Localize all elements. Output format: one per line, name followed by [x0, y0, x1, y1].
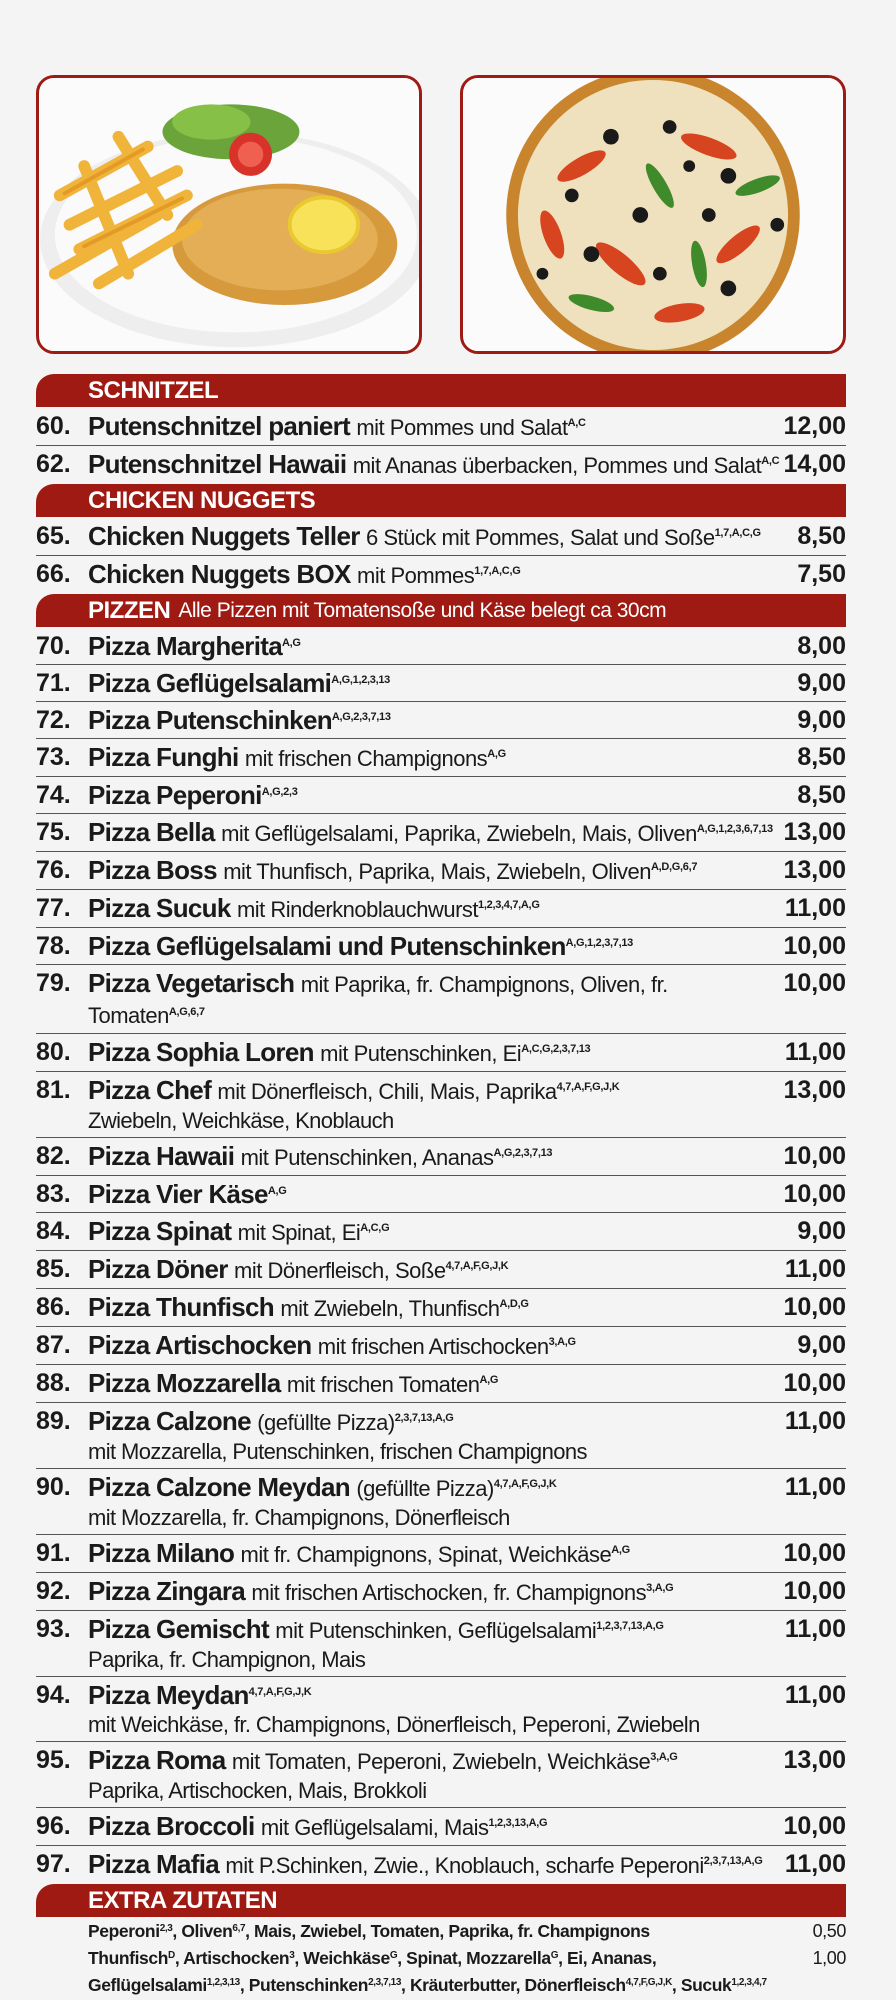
- item-price: 13,00: [783, 1076, 846, 1104]
- category-header: [36, 1884, 846, 1917]
- item-name: Pizza Geflügelsalami und Putenschinken: [88, 931, 566, 961]
- item-description: mit Putenschinken, Ananas: [240, 1145, 494, 1170]
- allergen-codes: G: [389, 1950, 398, 1961]
- item-description-line2: mit Mozzarella, Putenschinken, frischen Champignons: [88, 1439, 587, 1464]
- item-number: 73.: [36, 743, 71, 771]
- extras-text: [88, 1918, 650, 1945]
- allergen-codes: 1,7,A,C,G: [474, 565, 521, 577]
- extra-ingredient: Peperoni: [88, 1921, 160, 1941]
- allergen-codes: 1,2,3,13,A,G: [488, 1817, 548, 1829]
- menu-item: [36, 628, 846, 665]
- item-body: [88, 1037, 781, 1069]
- item-description: mit Geflügelsalami, Mais: [260, 1815, 489, 1840]
- item-body: [88, 411, 779, 443]
- category-title: EXTRA ZUTATEN: [88, 1886, 278, 1914]
- item-body: [88, 1075, 779, 1135]
- category-note: Alle Pizzen mit Tomatensoße und Käse belegt ca 30cm: [178, 598, 667, 622]
- item-number: 93.: [36, 1615, 71, 1643]
- extras-text: [88, 1945, 656, 1972]
- item-description: mit Ananas überbacken, Pommes und Salat: [352, 453, 762, 478]
- item-description: mit Dönerfleisch, Chili, Mais, Paprika: [217, 1079, 557, 1104]
- allergen-codes: A,G: [267, 1185, 287, 1197]
- item-number: 66.: [36, 560, 71, 588]
- allergen-codes: 6,7: [232, 1923, 246, 1934]
- item-description-line2: Paprika, Artischocken, Mais, Brokkoli: [88, 1778, 427, 1803]
- item-description: mit Zwiebeln, Thunfisch: [280, 1296, 500, 1321]
- menu-item: [36, 1072, 846, 1138]
- item-price: 10,00: [783, 1812, 846, 1840]
- item-price: 8,50: [797, 781, 846, 809]
- menu-item: [36, 890, 846, 928]
- allergen-codes: A,G,2,3,7,13: [331, 711, 391, 723]
- extras-text: [88, 1972, 767, 1999]
- item-price: 8,50: [797, 522, 846, 550]
- item-price: 10,00: [783, 1369, 846, 1397]
- item-name: Pizza Margherita: [88, 631, 282, 661]
- item-price: 10,00: [783, 1293, 846, 1321]
- item-description: mit Putenschinken, Ei: [320, 1041, 522, 1066]
- item-body: [88, 1576, 779, 1608]
- allergen-codes: 2,3: [159, 1923, 173, 1934]
- item-description: mit Geflügelsalami, Paprika, Zwiebeln, Mais, Oliven: [221, 821, 697, 846]
- item-body: [88, 1406, 781, 1466]
- item-name: Pizza Putenschinken: [88, 705, 332, 735]
- menu-item: [36, 1034, 846, 1072]
- schnitzel-photo: [36, 75, 422, 354]
- item-body: [88, 742, 793, 774]
- allergen-codes: 4,7,A,F,G,J,K: [493, 1478, 557, 1490]
- item-price: 9,00: [797, 1217, 846, 1245]
- item-description: mit Rinderknoblauchwurst: [236, 897, 479, 922]
- item-description: mit frischen Champignons: [244, 746, 488, 771]
- item-name: Pizza Geflügelsalami: [88, 668, 332, 698]
- item-number: 71.: [36, 669, 71, 697]
- item-price: 10,00: [783, 1142, 846, 1170]
- item-number: 90.: [36, 1473, 71, 1501]
- item-number: 86.: [36, 1293, 71, 1321]
- item-price: 9,00: [797, 1331, 846, 1359]
- item-body: [88, 1849, 781, 1881]
- schnitzel-fries-image: [39, 78, 419, 351]
- item-name: Putenschnitzel Hawaii: [88, 449, 347, 479]
- allergen-codes: 3,A,G: [646, 1582, 674, 1594]
- menu-item: [36, 665, 846, 702]
- allergen-codes: A,G,1,2,3,13: [331, 674, 390, 686]
- item-price: 13,00: [783, 1746, 846, 1774]
- allergen-codes: 4,7,A,F,G,J,K: [556, 1081, 620, 1093]
- item-price: 8,00: [797, 632, 846, 660]
- item-price: 11,00: [784, 894, 846, 922]
- item-body: [88, 1330, 793, 1362]
- item-price: 9,00: [797, 706, 846, 734]
- extra-ingredient: , Mais, Zwiebel, Tomaten, Paprika, fr. Champignons: [245, 1921, 650, 1941]
- extra-ingredient: , Putenschinken: [239, 1975, 369, 1995]
- item-body: [88, 521, 793, 553]
- menu-item: [36, 1403, 846, 1469]
- item-number: 92.: [36, 1577, 71, 1605]
- menu-item: [36, 1611, 846, 1677]
- item-body: [88, 1254, 781, 1286]
- extras-price: 0,50: [812, 1921, 846, 1941]
- item-body: [88, 931, 779, 962]
- item-price: 13,00: [783, 856, 846, 884]
- menu-item: [36, 1213, 846, 1251]
- item-description: 6 Stück mit Pommes, Salat und Soße: [366, 525, 715, 550]
- menu-item: [36, 928, 846, 965]
- allergen-codes: 2,3,7,13,A,G: [703, 1855, 763, 1867]
- item-name: Pizza Broccoli: [88, 1811, 255, 1841]
- item-body: [88, 817, 779, 849]
- item-number: 83.: [36, 1180, 71, 1208]
- allergen-codes: 4,7,F,G,J,K: [625, 1977, 672, 1988]
- item-body: [88, 1368, 779, 1400]
- extra-ingredient: , Spinat, Mozzarella: [397, 1948, 551, 1968]
- item-name: Pizza Peperoni: [88, 780, 262, 810]
- menu-item: [36, 965, 846, 1034]
- item-name: Pizza Calzone: [88, 1406, 251, 1436]
- allergen-codes: 1,2,3,13: [206, 1977, 240, 1988]
- allergen-codes: 2,3,7,13,A,G: [394, 1412, 454, 1424]
- category-header: [36, 374, 846, 407]
- allergen-codes: A,G: [281, 637, 301, 649]
- item-price: 10,00: [783, 1539, 846, 1567]
- menu-item: [36, 814, 846, 852]
- menu-item: [36, 1677, 846, 1742]
- menu-item: [36, 518, 846, 556]
- menu-item: [36, 1469, 846, 1535]
- item-name: Pizza Zingara: [88, 1576, 246, 1606]
- item-number: 78.: [36, 932, 71, 960]
- item-description-line2: Paprika, fr. Champignon, Mais: [88, 1647, 366, 1672]
- item-name: Pizza Milano: [88, 1538, 235, 1568]
- extra-ingredient: Geflügelsalami: [88, 1975, 207, 1995]
- menu-item: [36, 408, 846, 446]
- item-description: mit fr. Champignons, Spinat, Weichkäse: [240, 1542, 612, 1567]
- item-name: Pizza Sophia Loren: [88, 1037, 314, 1067]
- allergen-codes: A,D,G,6,7: [650, 861, 698, 873]
- menu-item: [36, 702, 846, 739]
- item-name: Pizza Artischocken: [88, 1330, 312, 1360]
- item-description: mit frischen Artischocken: [317, 1334, 549, 1359]
- item-name: Pizza Vier Käse: [88, 1179, 268, 1209]
- item-price: 11,00: [784, 1850, 846, 1878]
- item-body: [88, 449, 779, 481]
- item-number: 96.: [36, 1812, 71, 1840]
- category-title: CHICKEN NUGGETS: [88, 486, 316, 514]
- item-name: Pizza Döner: [88, 1254, 228, 1284]
- menu-item: [36, 446, 846, 483]
- pizza-photo: [460, 75, 846, 354]
- allergen-codes: A,C,G: [360, 1222, 390, 1234]
- item-price: 11,00: [784, 1407, 846, 1435]
- item-name: Pizza Hawaii: [88, 1141, 235, 1171]
- item-number: 91.: [36, 1539, 71, 1567]
- extra-ingredient: , Kräuterbutter, Dönerfleisch: [401, 1975, 626, 1995]
- allergen-codes: 3,A,G: [650, 1751, 678, 1763]
- category-title: SCHNITZEL: [88, 376, 219, 404]
- item-description: (gefüllte Pizza): [257, 1410, 395, 1435]
- item-price: 11,00: [784, 1615, 846, 1643]
- item-name: Chicken Nuggets BOX: [88, 559, 351, 589]
- item-number: 87.: [36, 1331, 71, 1359]
- item-number: 82.: [36, 1142, 71, 1170]
- allergen-codes: A,G,2,3: [261, 786, 298, 798]
- allergen-codes: 1,7,A,C,G: [714, 527, 761, 539]
- item-price: 10,00: [783, 969, 846, 997]
- allergen-codes: A,C: [567, 417, 586, 429]
- item-body: [88, 1141, 779, 1173]
- item-price: 11,00: [784, 1473, 846, 1501]
- item-description: mit Spinat, Ei: [237, 1220, 361, 1245]
- item-description-line2: Zwiebeln, Weichkäse, Knoblauch: [88, 1108, 394, 1133]
- allergen-codes: A,G: [479, 1374, 499, 1386]
- item-body: [88, 1179, 779, 1210]
- item-name: Pizza Sucuk: [88, 893, 231, 923]
- item-description: (gefüllte Pizza): [356, 1476, 494, 1501]
- item-name: Pizza Thunfisch: [88, 1292, 274, 1322]
- item-number: 79.: [36, 969, 71, 997]
- item-name: Pizza Chef: [88, 1075, 212, 1105]
- item-body: [88, 1745, 779, 1805]
- item-number: 75.: [36, 818, 71, 846]
- item-description: mit Tomaten, Peperoni, Zwiebeln, Weichkäse: [231, 1749, 651, 1774]
- allergen-codes: 1,2,3,7,13,A,G: [596, 1620, 664, 1632]
- item-description: mit frischen Tomaten: [286, 1372, 480, 1397]
- item-description: mit P.Schinken, Zwie., Knoblauch, scharfe Peperoni: [225, 1853, 704, 1878]
- menu-item: [36, 777, 846, 814]
- extra-ingredient: , Artischocken: [174, 1948, 290, 1968]
- menu-item: [36, 1289, 846, 1327]
- item-body: [88, 780, 793, 811]
- item-number: 94.: [36, 1681, 71, 1709]
- allergen-codes: A,G: [487, 748, 506, 760]
- item-name: Pizza Bella: [88, 817, 215, 847]
- menu-item: [36, 852, 846, 890]
- item-number: 76.: [36, 856, 71, 884]
- allergen-codes: A,G,2,3,7,13: [493, 1147, 553, 1159]
- menu-item: [36, 1138, 846, 1176]
- allergen-codes: A,G: [611, 1544, 630, 1556]
- allergen-codes: A,G,1,2,3,6,7,13: [696, 823, 773, 835]
- item-number: 74.: [36, 781, 71, 809]
- item-name: Pizza Roma: [88, 1745, 226, 1775]
- item-body: [88, 705, 793, 736]
- item-number: 60.: [36, 412, 71, 440]
- allergen-codes: 1,2,3,4,7: [731, 1977, 767, 1988]
- item-name: Pizza Meydan: [88, 1680, 249, 1710]
- extras-row: [88, 1918, 846, 1945]
- menu-item: [36, 1573, 846, 1611]
- allergen-codes: D: [168, 1950, 175, 1961]
- category-header: [36, 484, 846, 517]
- category-title: PIZZEN: [88, 596, 171, 624]
- item-number: 84.: [36, 1217, 71, 1245]
- allergen-codes: 4,7,A,F,G,J,K: [248, 1686, 312, 1698]
- item-price: 10,00: [783, 1180, 846, 1208]
- item-name: Pizza Mafia: [88, 1849, 220, 1879]
- item-name: Pizza Mozzarella: [88, 1368, 281, 1398]
- item-name: Pizza Vegetarisch: [88, 968, 295, 998]
- item-name: Pizza Spinat: [88, 1216, 232, 1246]
- item-name: Pizza Boss: [88, 855, 217, 885]
- extra-ingredient: , Oliven: [172, 1921, 233, 1941]
- item-description: mit Thunfisch, Paprika, Mais, Zwiebeln, Oliven: [223, 859, 651, 884]
- item-number: 81.: [36, 1076, 71, 1104]
- item-number: 97.: [36, 1850, 71, 1878]
- item-body: [88, 668, 793, 699]
- allergen-codes: 3: [289, 1950, 295, 1961]
- allergen-codes: A,G,1,2,3,7,13: [565, 937, 633, 949]
- item-number: 77.: [36, 894, 71, 922]
- item-body: [88, 1538, 779, 1570]
- menu-item: [36, 1535, 846, 1573]
- allergen-codes: A,C,G,2,3,7,13: [521, 1043, 591, 1055]
- item-number: 70.: [36, 632, 71, 660]
- allergen-codes: G: [550, 1950, 559, 1961]
- item-description: mit Dönerfleisch, Soße: [234, 1258, 446, 1283]
- item-description-line2: mit Weichkäse, fr. Champignons, Dönerfleisch, Peperoni, Zwiebeln: [88, 1712, 700, 1737]
- allergen-codes: A,G,6,7: [168, 1006, 205, 1018]
- allergen-codes: A,C: [761, 455, 780, 467]
- item-description: mit frischen Artischocken, fr. Champignons: [251, 1580, 647, 1605]
- item-body: [88, 631, 793, 662]
- item-price: 10,00: [783, 932, 846, 960]
- item-price: 10,00: [783, 1577, 846, 1605]
- item-price: 13,00: [783, 818, 846, 846]
- item-number: 95.: [36, 1746, 71, 1774]
- item-number: 62.: [36, 450, 71, 478]
- item-description: mit Pommes und Salat: [356, 415, 568, 440]
- item-price: 11,00: [784, 1255, 846, 1283]
- item-body: [88, 1811, 779, 1843]
- extras-row: [88, 1972, 846, 1999]
- allergen-codes: 4,7,A,F,G,J,K: [445, 1260, 509, 1272]
- menu-item: [36, 1365, 846, 1403]
- item-number: 65.: [36, 522, 71, 550]
- menu-item: [36, 556, 846, 593]
- item-body: [88, 559, 793, 591]
- item-number: 88.: [36, 1369, 71, 1397]
- allergen-codes: 1,2,3,4,7,A,G: [478, 899, 540, 911]
- extras-list: [36, 1918, 846, 1999]
- item-name: Pizza Gemischt: [88, 1614, 269, 1644]
- extra-ingredient: , Weichkäse: [294, 1948, 390, 1968]
- menu-item: [36, 1846, 846, 1883]
- menu-item: [36, 1176, 846, 1213]
- item-description: mit Paprika, fr. Champignons, Oliven, fr. Tomaten: [88, 972, 668, 1028]
- allergen-codes: 2,3,7,13: [368, 1977, 402, 1988]
- menu-item: [36, 739, 846, 777]
- item-price: 12,00: [783, 412, 846, 440]
- item-price: 11,00: [784, 1038, 846, 1066]
- item-body: [88, 1292, 779, 1324]
- menu-item: [36, 1327, 846, 1365]
- item-price: 14,00: [783, 450, 846, 478]
- item-body: [88, 1614, 781, 1674]
- item-price: 8,50: [797, 743, 846, 771]
- photo-row: [36, 75, 848, 358]
- item-name: Pizza Calzone Meydan: [88, 1472, 350, 1502]
- item-price: 9,00: [797, 669, 846, 697]
- item-price: 11,00: [784, 1681, 846, 1709]
- item-description: mit Putenschinken, Geflügelsalami: [275, 1618, 597, 1643]
- item-number: 72.: [36, 706, 71, 734]
- item-body: [88, 1216, 793, 1248]
- item-name: Pizza Funghi: [88, 742, 239, 772]
- allergen-codes: 3,A,G: [548, 1336, 576, 1348]
- menu-item: [36, 1742, 846, 1808]
- extra-ingredient: , Sucuk: [671, 1975, 732, 1995]
- item-body: [88, 968, 779, 1031]
- extra-ingredient: Thunfisch: [88, 1948, 169, 1968]
- item-number: 85.: [36, 1255, 71, 1283]
- menu-item: [36, 1808, 846, 1846]
- extras-row: [88, 1945, 846, 1972]
- item-name: Chicken Nuggets Teller: [88, 521, 360, 551]
- item-number: 89.: [36, 1407, 71, 1435]
- menu: [36, 373, 846, 1999]
- item-number: 80.: [36, 1038, 71, 1066]
- extra-ingredient: , Ei, Ananas,: [558, 1948, 657, 1968]
- item-description-line2: mit Mozzarella, fr. Champignons, Dönerfleisch: [88, 1505, 510, 1530]
- item-name: Putenschnitzel paniert: [88, 411, 350, 441]
- menu-item: [36, 1251, 846, 1289]
- item-body: [88, 1680, 781, 1739]
- item-body: [88, 893, 781, 925]
- pizza-image: [463, 78, 843, 351]
- item-body: [88, 1472, 781, 1532]
- item-description: mit Pommes: [357, 563, 475, 588]
- item-body: [88, 855, 779, 887]
- category-header: [36, 594, 846, 627]
- extras-price: 1,00: [812, 1948, 846, 1968]
- allergen-codes: A,D,G: [499, 1298, 529, 1310]
- item-price: 7,50: [797, 560, 846, 588]
